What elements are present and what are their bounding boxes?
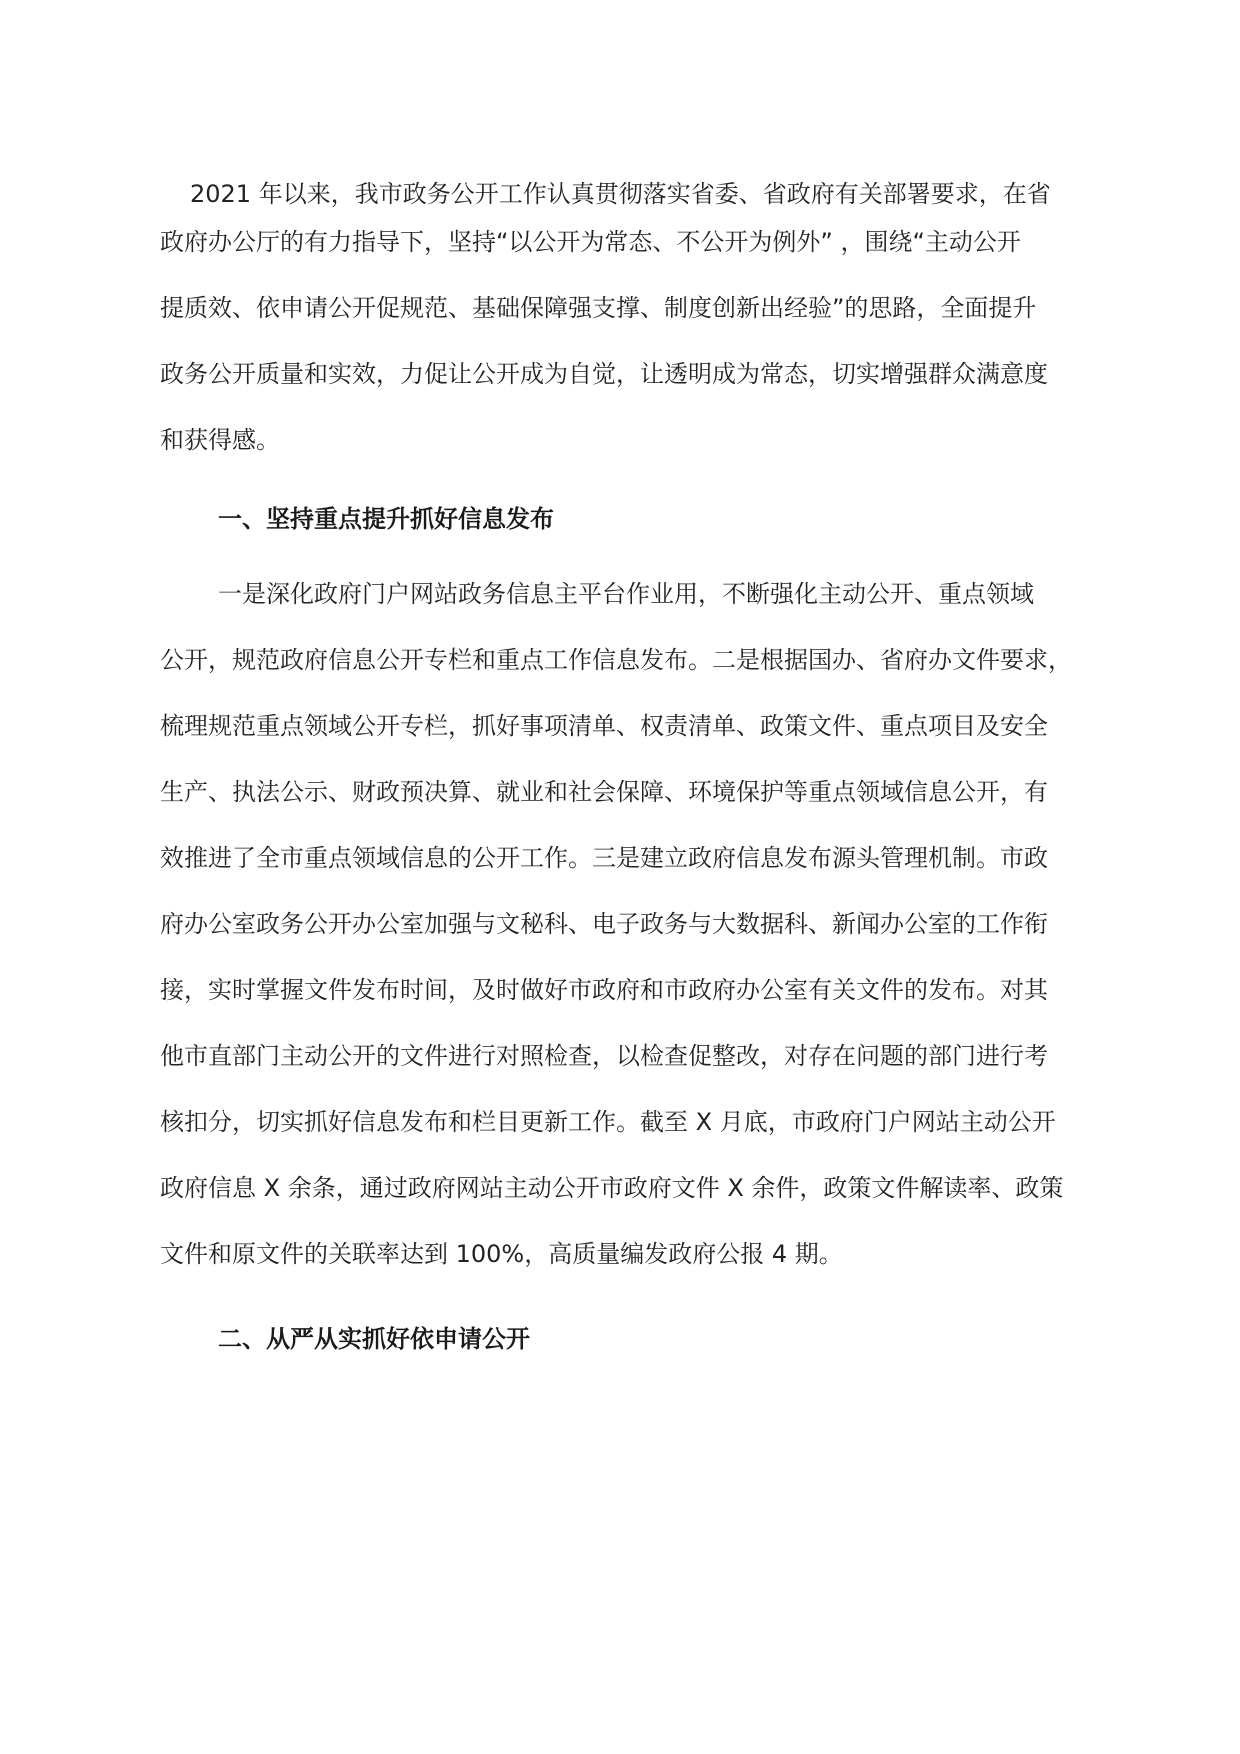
paragraph-line: 2021 年以来，我市政务公开工作认真贯彻落实省委、省政府有关部署要求，在省 xyxy=(190,180,1051,208)
paragraph-line: 效推进了全市重点领域信息的公开工作。三是建立政府信息发布源头管理机制。市政 xyxy=(160,844,1048,872)
paragraph-line: 政务公开质量和实效，力促让公开成为自觉，让透明成为常态，切实增强群众满意度 xyxy=(160,360,1048,388)
paragraph-line: 他市直部门主动公开的文件进行对照检查，以检查促整改，对存在问题的部门进行考 xyxy=(160,1042,1048,1070)
paragraph-line: 公开，规范政府信息公开专栏和重点工作信息发布。二是根据国办、省府办文件要求， xyxy=(160,646,1072,674)
paragraph-line: 政府信息 X 余条，通过政府网站主动公开市政府文件 X 余件，政策文件解读率、政策 xyxy=(160,1174,1064,1202)
paragraph-line: 核扣分，切实抓好信息发布和栏目更新工作。截至 X 月底，市政府门户网站主动公开 xyxy=(160,1108,1056,1136)
paragraph-line: 府办公室政务公开办公室加强与文秘科、电子政务与大数据科、新闻办公室的工作衔 xyxy=(160,910,1048,938)
paragraph-line: 文件和原文件的关联率达到 100%，高质量编发政府公报 4 期。 xyxy=(160,1240,843,1268)
paragraph-line: 政府办公厅的有力指导下，坚持“以公开为常态、不公开为例外” ，围绕“主动公开 xyxy=(160,228,1021,256)
paragraph-line: 和获得感。 xyxy=(160,426,280,454)
paragraph-line: 一是深化政府门户网站政务信息主平台作业用，不断强化主动公开、重点领域 xyxy=(218,580,1034,608)
section-heading-1: 一、坚持重点提升抓好信息发布 xyxy=(218,505,554,533)
paragraph-line: 生产、执法公示、财政预决算、就业和社会保障、环境保护等重点领域信息公开，有 xyxy=(160,778,1048,806)
paragraph-line: 提质效、依申请公开促规范、基础保障强支撑、制度创新出经验”的思路，全面提升 xyxy=(160,294,1037,322)
section-heading-2: 二、从严从实抓好依申请公开 xyxy=(218,1325,530,1353)
paragraph-line: 梳理规范重点领域公开专栏，抓好事项清单、权责清单、政策文件、重点项目及安全 xyxy=(160,712,1048,740)
paragraph-line: 接，实时掌握文件发布时间，及时做好市政府和市政府办公室有关文件的发布。对其 xyxy=(160,976,1048,1004)
